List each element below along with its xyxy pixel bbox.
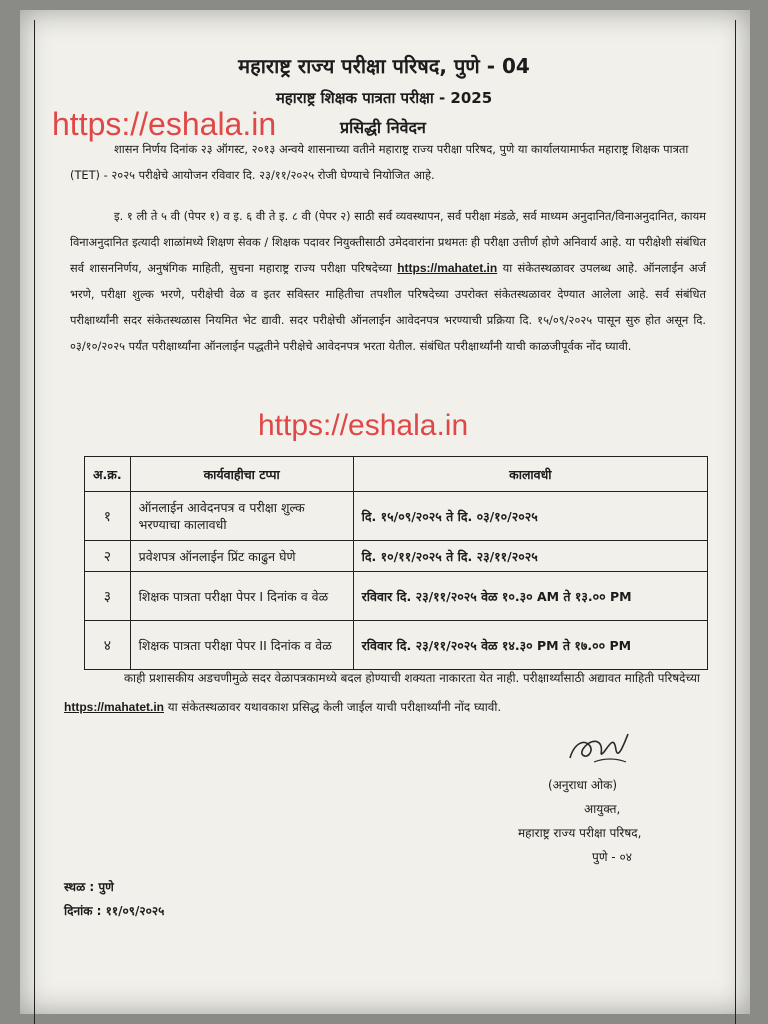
table-row xyxy=(85,541,708,572)
disclaimer-paragraph xyxy=(64,664,704,722)
table-row xyxy=(85,621,708,670)
signatory-organization: महाराष्ट्र राज्य परीक्षा परिषद, xyxy=(518,826,642,840)
disclaimer-text-b: या संकेतस्थळावर यथावकाश प्रसिद्ध केली जाईल याची परीक्षार्थ्यांनी नोंद घ्यावी. xyxy=(167,700,502,714)
row-number: १ xyxy=(85,492,131,541)
signature-icon xyxy=(564,724,634,774)
row-stage: शिक्षक पात्रता परीक्षा पेपर I दिनांक व वेळ xyxy=(130,572,353,621)
row-period: रविवार दि. २३/११/२०२५ वेळ १०.३० AM ते १३.०० PM xyxy=(353,572,707,621)
signature-scribble xyxy=(564,724,634,778)
notice-title: प्रसिद्धी निवेदन xyxy=(340,118,426,137)
row-period: दि. १५/०९/२०२५ ते दि. ०३/१०/२०२५ xyxy=(353,492,707,541)
watermark-url-mid: https://eshala.in xyxy=(258,409,469,442)
details-text-b: या संकेतस्थळावर उपलब्ध आहे. ऑनलाईन अर्ज भरणे, परीक्षा शुल्क भरणे, परीक्षेची वेळ व इतर सविस्तर माहितीचा तपशील परिषदेच्या उपरोक्त संकेतस्थळावर देण्यात आलेला आहे. सर्व संबंधित परीक्षार्थ्यांनी सदर संकेतस्थळास नियमित भेट द्यावी. सदर परीक्षेची ऑनलाईन आवेदनपत्र भरण्याची प्रक्रिया दि. १५/०९/२०२५ पासून सुरु होत असून दि. ०३/१०/२०२५ पर्यंत परीक्षार्थ्यांना ऑनलाईन पद्धतीने परीक्षेचे आवेदनपत्र भरता येतील. संबंधित परीक्षार्थ्यांनी याची काळजीपूर्वक नोंद घ्यावी. xyxy=(70,261,706,353)
row-number: ४ xyxy=(85,621,131,670)
signatory-name: (अनुराधा ओक) xyxy=(548,778,618,792)
mahatet-link-2[interactable]: https://mahatet.in xyxy=(64,700,165,714)
row-stage: ऑनलाईन आवेदनपत्र व परीक्षा शुल्क भरण्याचा कालावधी xyxy=(130,492,353,541)
place-line: स्थळ : पुणे xyxy=(64,880,114,894)
row-period: रविवार दि. २३/११/२०२५ वेळ १४.३० PM ते १७.०० PM xyxy=(353,621,707,670)
schedule-table xyxy=(84,456,708,670)
header-stage: कार्यवाहीचा टप्पा xyxy=(130,457,353,492)
header-period: कालावधी xyxy=(353,457,707,492)
details-text-a: इ. १ ली ते ५ वी (पेपर १) व इ. ६ वी ते इ. ८ वी (पेपर २) साठी सर्व व्यवस्थापन, सर्व परीक्षा मंडळे, सर्व माध्यम अनुदानित/विनाअनुदानित, कायम विनाअनुदानित इत्यादी शाळांमध्ये शिक्षण सेवक / शिक्षक पदावर नियुक्तीसाठी उमेदवारांना प्रथमतः ही परीक्षा उत्तीर्ण होणे अनिवार्य आहे. या परीक्षेशी संबंधित सर्व शासननिर्णय, अनुषंगिक माहिती, सुचना महाराष्ट्र राज्य परीक्षा परिषदेच्या xyxy=(70,209,706,275)
signatory-city: पुणे - ०४ xyxy=(592,850,632,864)
intro-paragraph: शासन निर्णय दिनांक २३ ऑगस्ट, २०१३ अन्वये शासनाच्या वतीने महाराष्ट्र राज्य परीक्षा परिषद, पुणे या कार्यालयामार्फत महाराष्ट्र शिक्षक पात्रता (TET) - २०२५ परीक्षेचे आयोजन रविवार दि. २३/११/२०२५ रोजी घेण्याचे नियोजित आहे. xyxy=(70,142,689,182)
exam-title: महाराष्ट्र शिक्षक पात्रता परीक्षा - 2025 xyxy=(275,89,493,107)
row-number: ३ xyxy=(85,572,131,621)
org-title: महाराष्ट्र राज्य परीक्षा परिषद, पुणे - 04 xyxy=(238,54,530,78)
table-header-row xyxy=(85,457,708,492)
row-period: दि. १०/११/२०२५ ते दि. २३/११/२०२५ xyxy=(353,541,707,572)
row-stage: प्रवेशपत्र ऑनलाईन प्रिंट काढुन घेणे xyxy=(130,541,353,572)
row-number: २ xyxy=(85,541,131,572)
details-paragraph xyxy=(70,203,706,359)
mahatet-link[interactable]: https://mahatet.in xyxy=(397,261,498,275)
signatory-designation: आयुक्त, xyxy=(584,802,621,816)
table-row xyxy=(85,492,708,541)
disclaimer-text-a: काही प्रशासकीय अडचणीमुळे सदर वेळापत्रकामध्ये बदल होण्याची शक्यता नाकारता येत नाही. परीक्षार्थ्यांसाठी अद्यावत माहिती परिषदेच्या xyxy=(124,671,700,685)
row-stage: शिक्षक पात्रता परीक्षा पेपर II दिनांक व वेळ xyxy=(130,621,353,670)
header-serial: अ.क्र. xyxy=(85,457,131,492)
watermark-url-top: https://eshala.in xyxy=(52,106,277,142)
table-row xyxy=(85,572,708,621)
date-line: दिनांक : ११/०९/२०२५ xyxy=(64,904,165,918)
